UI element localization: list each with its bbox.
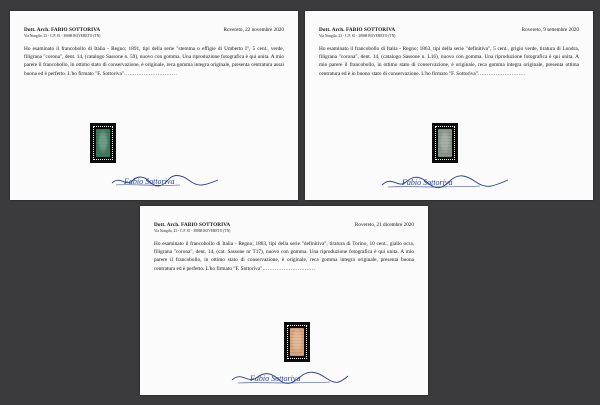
- stamp-image: [438, 129, 452, 157]
- letterhead-name: Dott. Arch. FABIO SOTTORIVA: [319, 27, 396, 33]
- stamp-photo: [284, 322, 310, 362]
- stamp-image: [96, 129, 110, 157]
- signature-text: Fabio Sottoriva: [124, 177, 175, 186]
- stamp-photo: [90, 123, 116, 163]
- certificate-date: Rovereto, 21 dicembre 2020: [354, 222, 414, 228]
- certificate-text: Ho esaminato il francobollo di Italia - Regno; 1891, tipi della serie "stemma o effigie di Umberto I", 5 cent., verde, filigrana "corona", dent. 14, (catalogo Sassone n. 59), nuovo con gomma. Una riproduzione fotografica è qui unita. A mio parere il francobollo, in ottimo stato di conservazione, è originale, reca gomma integra originale, presenta centratura assai buona ed è perfetto. L'ho firmato "F. Sottoriva"…………………………: [24, 46, 284, 77]
- certificate-text: Ho esaminato il francobollo di Italia - Regno; 1863, tipi della serie "definitiva", 5 cent., grigio verde, tiratura di Londra, filigrana "corona", dent. 14, (catalogo Sassone n. L16), nuovo con gomma. Una riproduzione fotografica è qui unita. A mio parere il francobollo, in ottimo stato di conservazione, è originale, reca gomma integra originale, presenta ottima centratura ed è in buono stato di conservazione. L'ho firmato "F. Sottoriva"………………………: [319, 46, 579, 77]
- letterhead-address: Via Nongilo, 23 - C.P. 81 - 38068 ROVERETO (TN): [154, 229, 231, 233]
- stamp-image: [290, 328, 304, 356]
- stamp: [93, 126, 113, 160]
- certificate-3: [140, 206, 428, 395]
- stamp-photo: [432, 123, 458, 163]
- letterhead: [154, 222, 230, 233]
- letterhead-address: Via Nongilo, 23 - C.P. 81 - 38068 ROVERETO (TN): [24, 34, 101, 38]
- signature-text: Fabio Sottoriva: [402, 178, 453, 187]
- certificate-1: [10, 11, 298, 200]
- signature: [380, 171, 510, 193]
- signature-text: Fabio Sottoriva: [250, 374, 301, 383]
- signature: [110, 171, 220, 191]
- certificate-date: Rovereto, 22 novembre 2020: [223, 27, 284, 33]
- stamp: [287, 325, 307, 359]
- letterhead-name: Dott. Arch. FABIO SOTTORIVA: [24, 27, 101, 33]
- certificate-2: [305, 11, 593, 200]
- letterhead-name: Dott. Arch. FABIO SOTTORIVA: [154, 222, 231, 228]
- certificate-date: Rovereto, 9 settembre 2020: [521, 27, 579, 33]
- stamp: [435, 126, 455, 160]
- signature: [230, 368, 350, 388]
- letterhead: [319, 27, 395, 38]
- letterhead-address: Via Nongilo, 23 - C.P. 81 - 38068 ROVERETO (TN): [319, 34, 396, 38]
- certificate-text: Ho esaminato il francobollo di Italia - Regno; 1863, tipi della serie "definitiva", tiratura di Torino, 10 cent., giallo ocra, filigrana "corona", dent. 14, (cat. Sassone nr T17), nuovo con gomma. Una riproduzione fotografica è qui unita. A mio parere il francobollo, in ottimo stato di conservazione, è originale, reca gomma integra originale, presenta buona centratura ed è perfetto. L'ho firmato "F. Sottoriva"…………………………: [154, 241, 414, 272]
- letterhead: [24, 27, 100, 38]
